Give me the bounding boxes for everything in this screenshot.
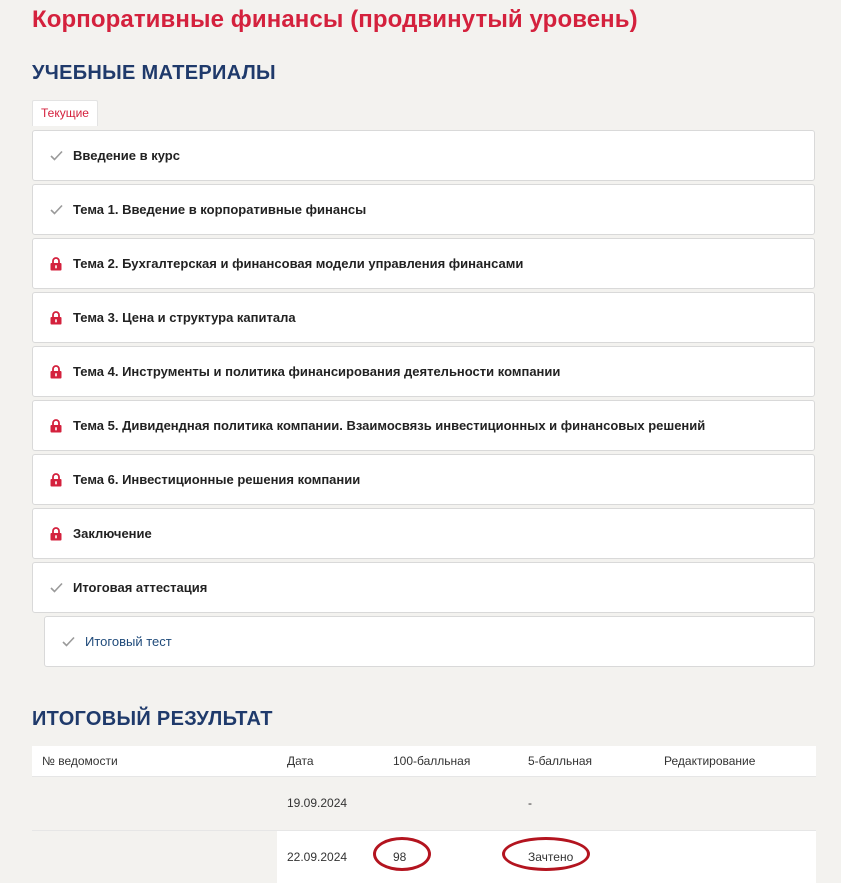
column-header: Дата: [277, 746, 383, 776]
module-label: Тема 4. Инструменты и политика финансирования деятельности компании: [73, 364, 561, 379]
cell-score-100: [383, 776, 518, 830]
tab-current[interactable]: Текущие: [32, 100, 98, 126]
column-header: 5-балльная: [518, 746, 654, 776]
table-row: [32, 830, 816, 883]
check-icon: [48, 148, 64, 164]
check-icon: [48, 580, 64, 596]
module-label: Итоговая аттестация: [73, 580, 208, 595]
module-label: Заключение: [73, 526, 152, 541]
module-item-topic-3[interactable]: [32, 292, 815, 343]
cell-date: 19.09.2024: [277, 776, 383, 830]
module-label: Введение в курс: [73, 148, 180, 163]
module-item-conclusion[interactable]: [32, 508, 815, 559]
check-icon: [60, 634, 76, 650]
cell-number: [32, 776, 277, 830]
module-label: Тема 1. Введение в корпоративные финансы: [73, 202, 367, 217]
cell-edit: [654, 776, 816, 830]
module-label: Тема 5. Дивидендная политика компании. Взаимосвязь инвестиционных и финансовых решений: [73, 418, 706, 433]
check-icon: [48, 202, 64, 218]
course-title: Корпоративные финансы (продвинутый уровень): [32, 6, 638, 33]
module-item-intro[interactable]: [32, 130, 815, 181]
module-label: Итоговый тест: [85, 634, 172, 649]
module-label: Тема 2. Бухгалтерская и финансовая модели управления финансами: [73, 256, 524, 271]
lock-icon: [48, 526, 64, 542]
cell-score-100: [383, 830, 518, 883]
module-label: Тема 6. Инвестиционные решения компании: [73, 472, 361, 487]
table-header-row: [32, 746, 816, 776]
cell-edit: [654, 830, 816, 883]
module-item-topic-5[interactable]: [32, 400, 815, 451]
lock-icon: [48, 256, 64, 272]
module-item-topic-4[interactable]: [32, 346, 815, 397]
module-item-topic-6[interactable]: [32, 454, 815, 505]
module-list: [32, 130, 815, 670]
cell-score-5: -: [518, 776, 654, 830]
score-5-value-circled: [528, 850, 573, 864]
score-5-value: Зачтено: [528, 850, 574, 864]
lock-icon: [48, 364, 64, 380]
module-item-topic-1[interactable]: [32, 184, 815, 235]
module-item-final-attestation[interactable]: [32, 562, 815, 613]
results-heading: ИТОГОВЫЙ РЕЗУЛЬТАТ: [32, 708, 273, 730]
column-header: № ведомости: [32, 746, 277, 776]
lock-icon: [48, 418, 64, 434]
module-item-final-test[interactable]: [44, 616, 815, 667]
lock-icon: [48, 310, 64, 326]
table-row: [32, 776, 816, 830]
column-header: 100-балльная: [383, 746, 518, 776]
cell-score-5: [518, 830, 654, 883]
lock-icon: [48, 472, 64, 488]
score-100-value-circled: [393, 850, 406, 864]
materials-heading: УЧЕБНЫЕ МАТЕРИАЛЫ: [32, 62, 276, 84]
module-label: Тема 3. Цена и структура капитала: [73, 310, 296, 325]
column-header: Редактирование: [654, 746, 816, 776]
cell-date: 22.09.2024: [277, 830, 383, 883]
cell-number: [32, 830, 277, 883]
results-table: [32, 746, 816, 883]
module-item-topic-2[interactable]: [32, 238, 815, 289]
score-100-value: 98: [393, 850, 407, 864]
